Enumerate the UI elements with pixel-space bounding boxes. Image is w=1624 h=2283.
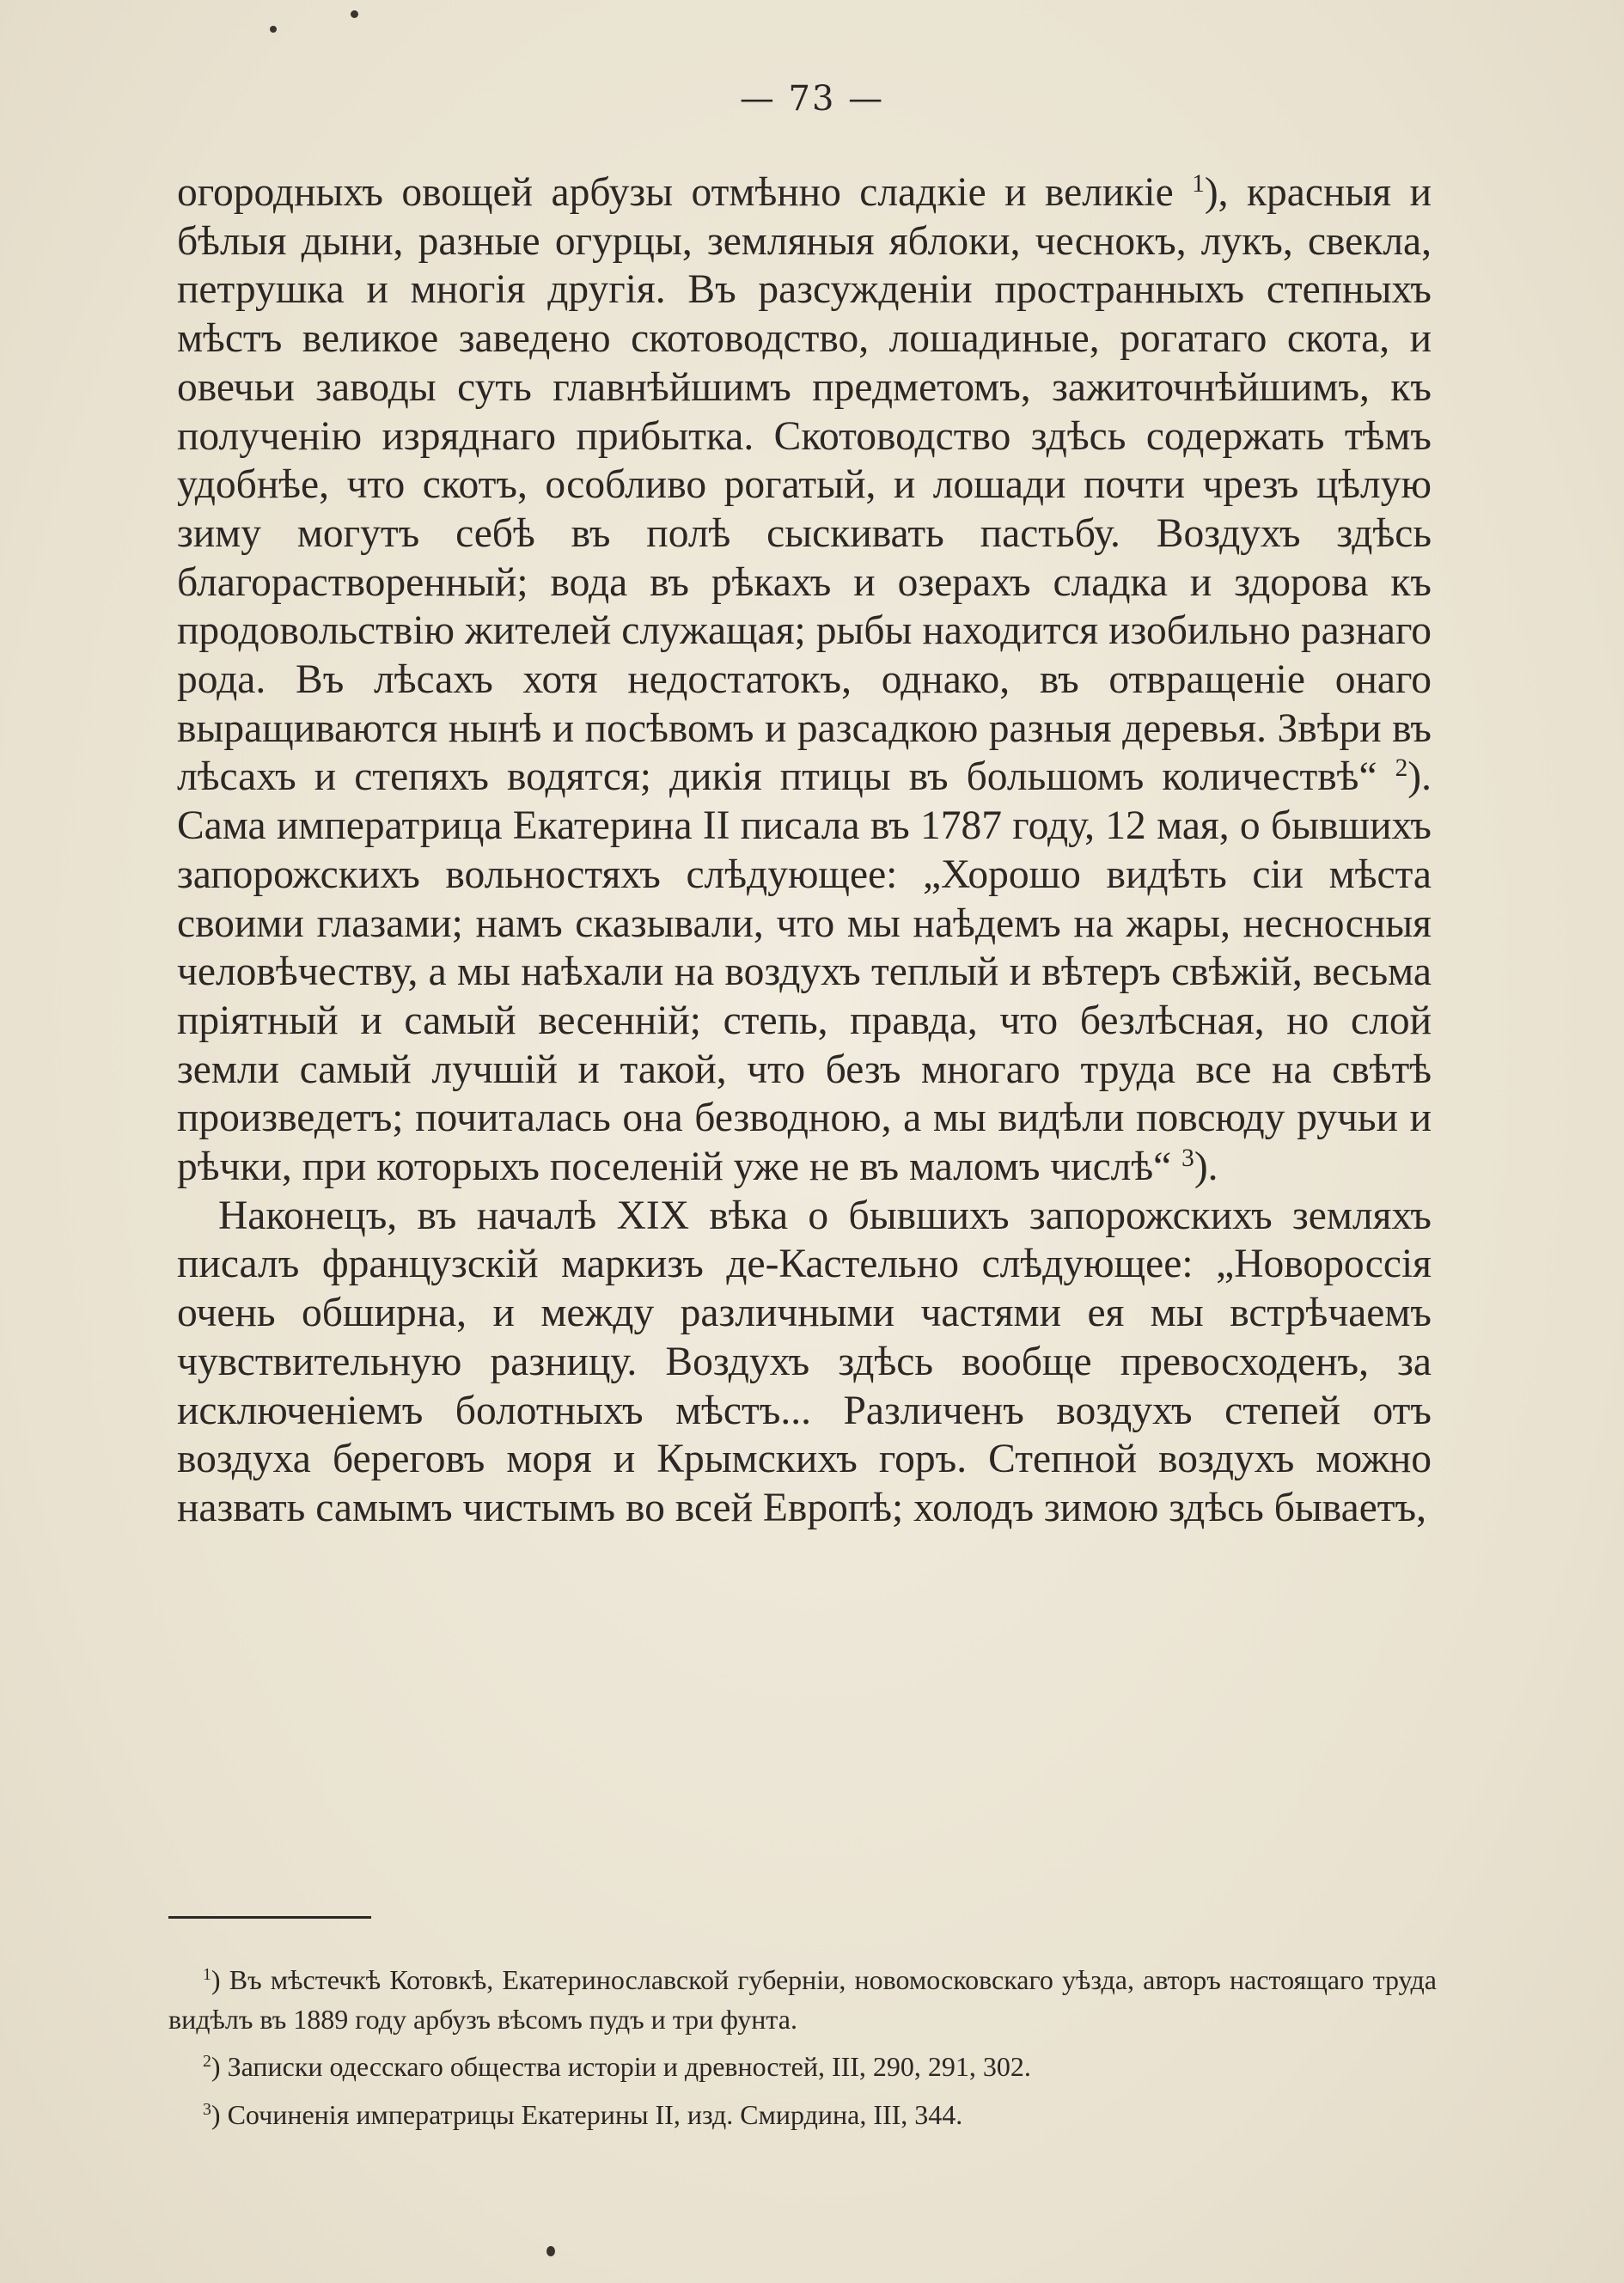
paragraph-1-text: огородныхъ овощей арбузы отмѣнно сладкіе и великіе [177,170,1193,215]
footnote-text: ) Сочиненія императрицы Екатерины II, изд. Смирдина, III, 344. [211,2098,963,2130]
scan-speck [270,26,277,33]
paragraph-1-text: ), красныя и бѣлыя дыни, разные огурцы, земляныя яблоки, чеснокъ, лукъ, свекла, петрушка и многія другія. Въ разсужденіи пространныхъ степныхъ мѣстъ великое заведено скотоводство, лошадиные, рогатаго скота, и овечьи заводы суть главнѣйшимъ предметомъ, зажиточнѣйшимъ, къ полученію изряднаго прибытка. Скотоводство здѣсь содержать тѣмъ удобнѣе, что скотъ, особливо рогатый, и лошади почти чрезъ цѣлую зиму могутъ себѣ въ полѣ сыскивать пастьбу. Воздухъ здѣсь благорастворенный; вода въ рѣкахъ и озерахъ сладка и здорова къ продовольствію жителей служащая; рыбы находится изобильно разнаго рода. Въ лѣсахъ хотя недостатокъ, однако, въ отвращеніе онаго выращиваются нынѣ и посѣвомъ и разсадкою разныя деревья. Звѣри въ лѣсахъ и степяхъ водятся; дикія птицы въ большомъ количествѣ“ [177,170,1432,800]
footnote-marker: 1 [203,1965,211,1985]
footnote-2 [168,2048,1437,2087]
footnote-ref-2: 2 [1395,754,1408,783]
footnote-marker: 3 [203,2099,211,2119]
footnote-separator [168,1916,371,1919]
paragraph-2: Наконецъ, въ началѣ XIX вѣка о бывшихъ запорожскихъ земляхъ писалъ французскій маркизъ де-Кастельно слѣдующее: „Новороссія очень обширна, и между различными частями ея мы встрѣчаемъ чувствительную разницу. Воздухъ здѣсь вообще превосходенъ, за исключеніемъ болотныхъ мѣстъ... Различенъ воздухъ степей отъ воздуха береговъ моря и Крымскихъ горъ. Степной воздухъ можно назвать самымъ чистымъ во всей Европѣ; холодъ зимою здѣсь бываетъ, [177,1193,1432,1530]
footnote-text: ) Въ мѣстечкѣ Котовкѣ, Екатеринославской губерніи, новомосковскаго уѣзда, авторъ настоящаго труда видѣлъ въ 1889 году арбузъ вѣсомъ пудъ и три фунта. [168,1964,1437,2035]
footnotes [168,1961,1437,2143]
paragraph-1 [177,168,1432,1192]
footnote-text: ) Записки одесскаго общества исторіи и древностей, III, 290, 291, 302. [211,2051,1031,2082]
footnote-ref-1: 1 [1192,169,1205,198]
scan-speck [546,2246,555,2256]
scan-speck [351,10,358,18]
footnote-ref-3: 3 [1181,1144,1194,1172]
page-number: — 73 — [739,79,885,119]
paragraph-1-text: ). [1194,1145,1218,1190]
footnote-1 [168,1961,1437,2039]
paragraph-1-text: ). Сама императрица Екатерина II писала въ 1787 году, 12 мая, о бывшихъ запорожскихъ вольностяхъ слѣдующее: „Хорошо видѣть сіи мѣста своими глазами; намъ сказывали, что мы наѣдемъ на жары, несносныя человѣчеству, а мы наѣхали на воздухъ теплый и вѣтеръ свѣжій, весьма пріятный и самый весенній; степь, правда, что безлѣсная, но слой земли самый лучшій и такой, что безъ многаго труда все на свѣтѣ произведетъ; почиталась она безводною, а мы видѣли повсюду ручьи и рѣчки, при которыхъ поселеній уже не въ маломъ числѣ“ [177,754,1432,1190]
footnote-3 [168,2096,1437,2135]
main-text [177,168,1432,1533]
footnote-marker: 2 [203,2052,211,2072]
